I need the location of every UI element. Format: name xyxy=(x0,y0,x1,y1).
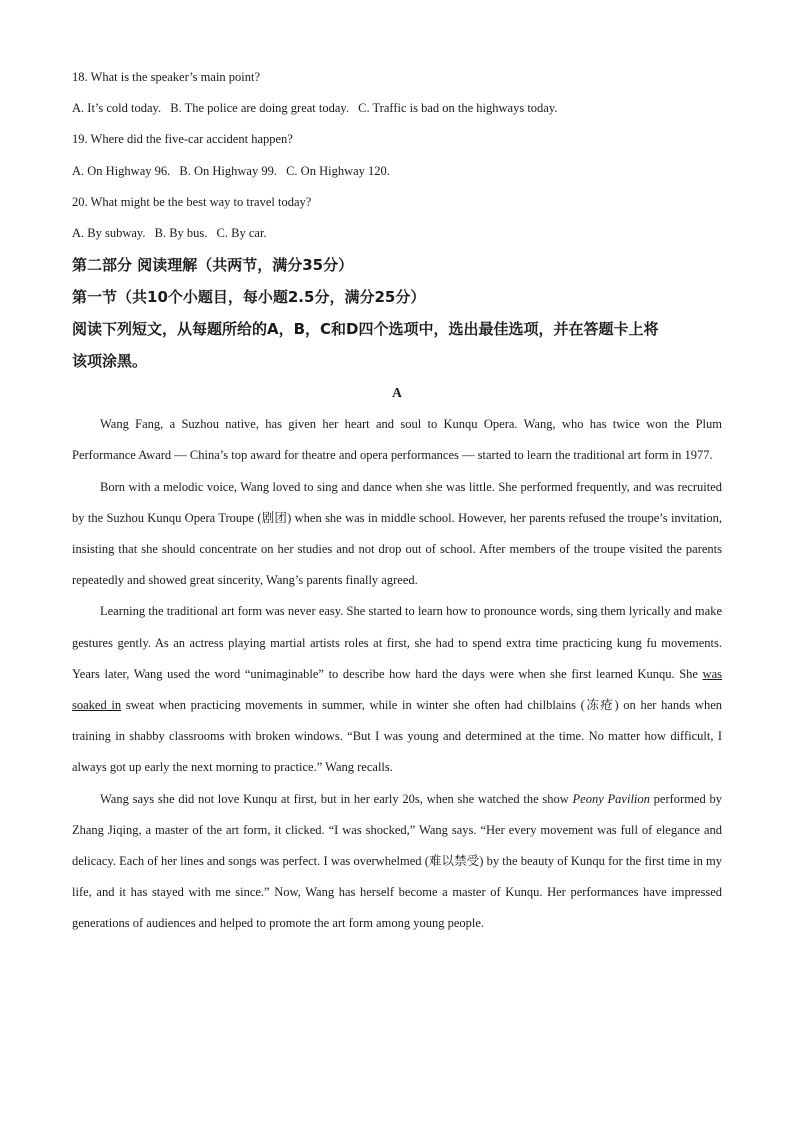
question-20 xyxy=(72,187,722,249)
paragraph-text: Learning the traditional art form was never easy. She started to learn how to pronounce words, sing them lyrically and make gestures gently. As an actress playing martial artists roles at first, she had to spend extra time practicing kung fu movements. Years later, Wang used the word “unimaginable” to describe how hard the days were when she first learned Kunqu. She xyxy=(72,604,722,681)
underlined-phrase: was soaked in xyxy=(72,666,722,713)
option-c: C. On Highway 120. xyxy=(286,163,390,178)
part-heading: 第二部分 阅读理解（共两节，满分35分） xyxy=(72,256,354,275)
exam-page xyxy=(72,62,722,940)
italic-title: Peony Pavilion xyxy=(572,791,650,806)
passage-paragraph-4 xyxy=(72,784,722,940)
passage-paragraph-1: Wang Fang, a Suzhou native, has given her heart and soul to Kunqu Opera. Wang, who has twice won the Plum Performance Award — China’s top award for theatre and opera performances — started to learn the traditional art form in 1977. xyxy=(72,417,722,463)
option-a: A. It’s cold today. xyxy=(72,101,162,116)
option-b: B. The police are doing great today. xyxy=(170,101,349,116)
question-stem: 18. What is the speaker’s main point? xyxy=(72,70,261,84)
option-a: A. By subway. xyxy=(72,226,146,241)
option-b: B. By bus. xyxy=(154,226,208,241)
question-stem: 20. What might be the best way to travel today? xyxy=(72,194,312,209)
passage-title: A xyxy=(392,385,402,401)
option-c: C. By car. xyxy=(216,226,267,241)
option-b: B. On Highway 99. xyxy=(179,163,277,178)
instruction-line-2: 该项涂黑。 xyxy=(72,352,148,371)
paragraph-text: sweat when practicing movements in summer, while in winter she often had chilblains (冻疮) on her hands when training in shabby classrooms with broken windows. “But I was young and determined at the time. No matter how difficult, I always got up early the next morning to practice.” Wang recalls. xyxy=(72,698,722,775)
option-c: C. Traffic is bad on the highways today. xyxy=(358,101,558,116)
question-options xyxy=(72,93,722,124)
question-19 xyxy=(72,124,722,186)
paragraph-text: Wang says she did not love Kunqu at first, but in her early 20s, when she watched the show xyxy=(100,791,573,806)
option-a: A. On Highway 96. xyxy=(72,163,171,178)
passage-paragraph-2: Born with a melodic voice, Wang loved to sing and dance when she was little. She performed frequently, and was recruited by the Suzhou Kunqu Opera Troupe (剧团) when she was in middle school. However, her parents refused the troupe’s invitation, insisting that she should concentrate on her studies and not drop out of school. After members of the troupe visited the parents repeatedly and showed great sincerity, Wang’s parents finally agreed. xyxy=(72,479,722,588)
paragraph-text: performed by Zhang Jiqing, a master of the art form, it clicked. “I was shocked,” Wang says. “Her every movement was full of elegance and delicacy. Each of her lines and songs was perfect. I was overwhelmed (难以禁受) by the beauty of Kunqu for the first time in my life, and it has stayed with me since.” Now, Wang has herself become a master of Kunqu. Her performances have impressed generations of audiences and helped to promote the art form among young people. xyxy=(72,791,722,931)
question-stem: 19. Where did the five-car accident happen? xyxy=(72,132,293,147)
question-options xyxy=(72,218,722,249)
instruction-line-1: 阅读下列短文，从每题所给的A，B，C和D四个选项中，选出最佳选项，并在答题卡上将 xyxy=(72,320,659,339)
passage-paragraph-3 xyxy=(72,596,722,783)
question-options xyxy=(72,156,722,187)
question-18 xyxy=(72,62,722,124)
subsection-heading: 第一节（共10个小题目，每小题2.5分，满分25分） xyxy=(72,288,426,307)
